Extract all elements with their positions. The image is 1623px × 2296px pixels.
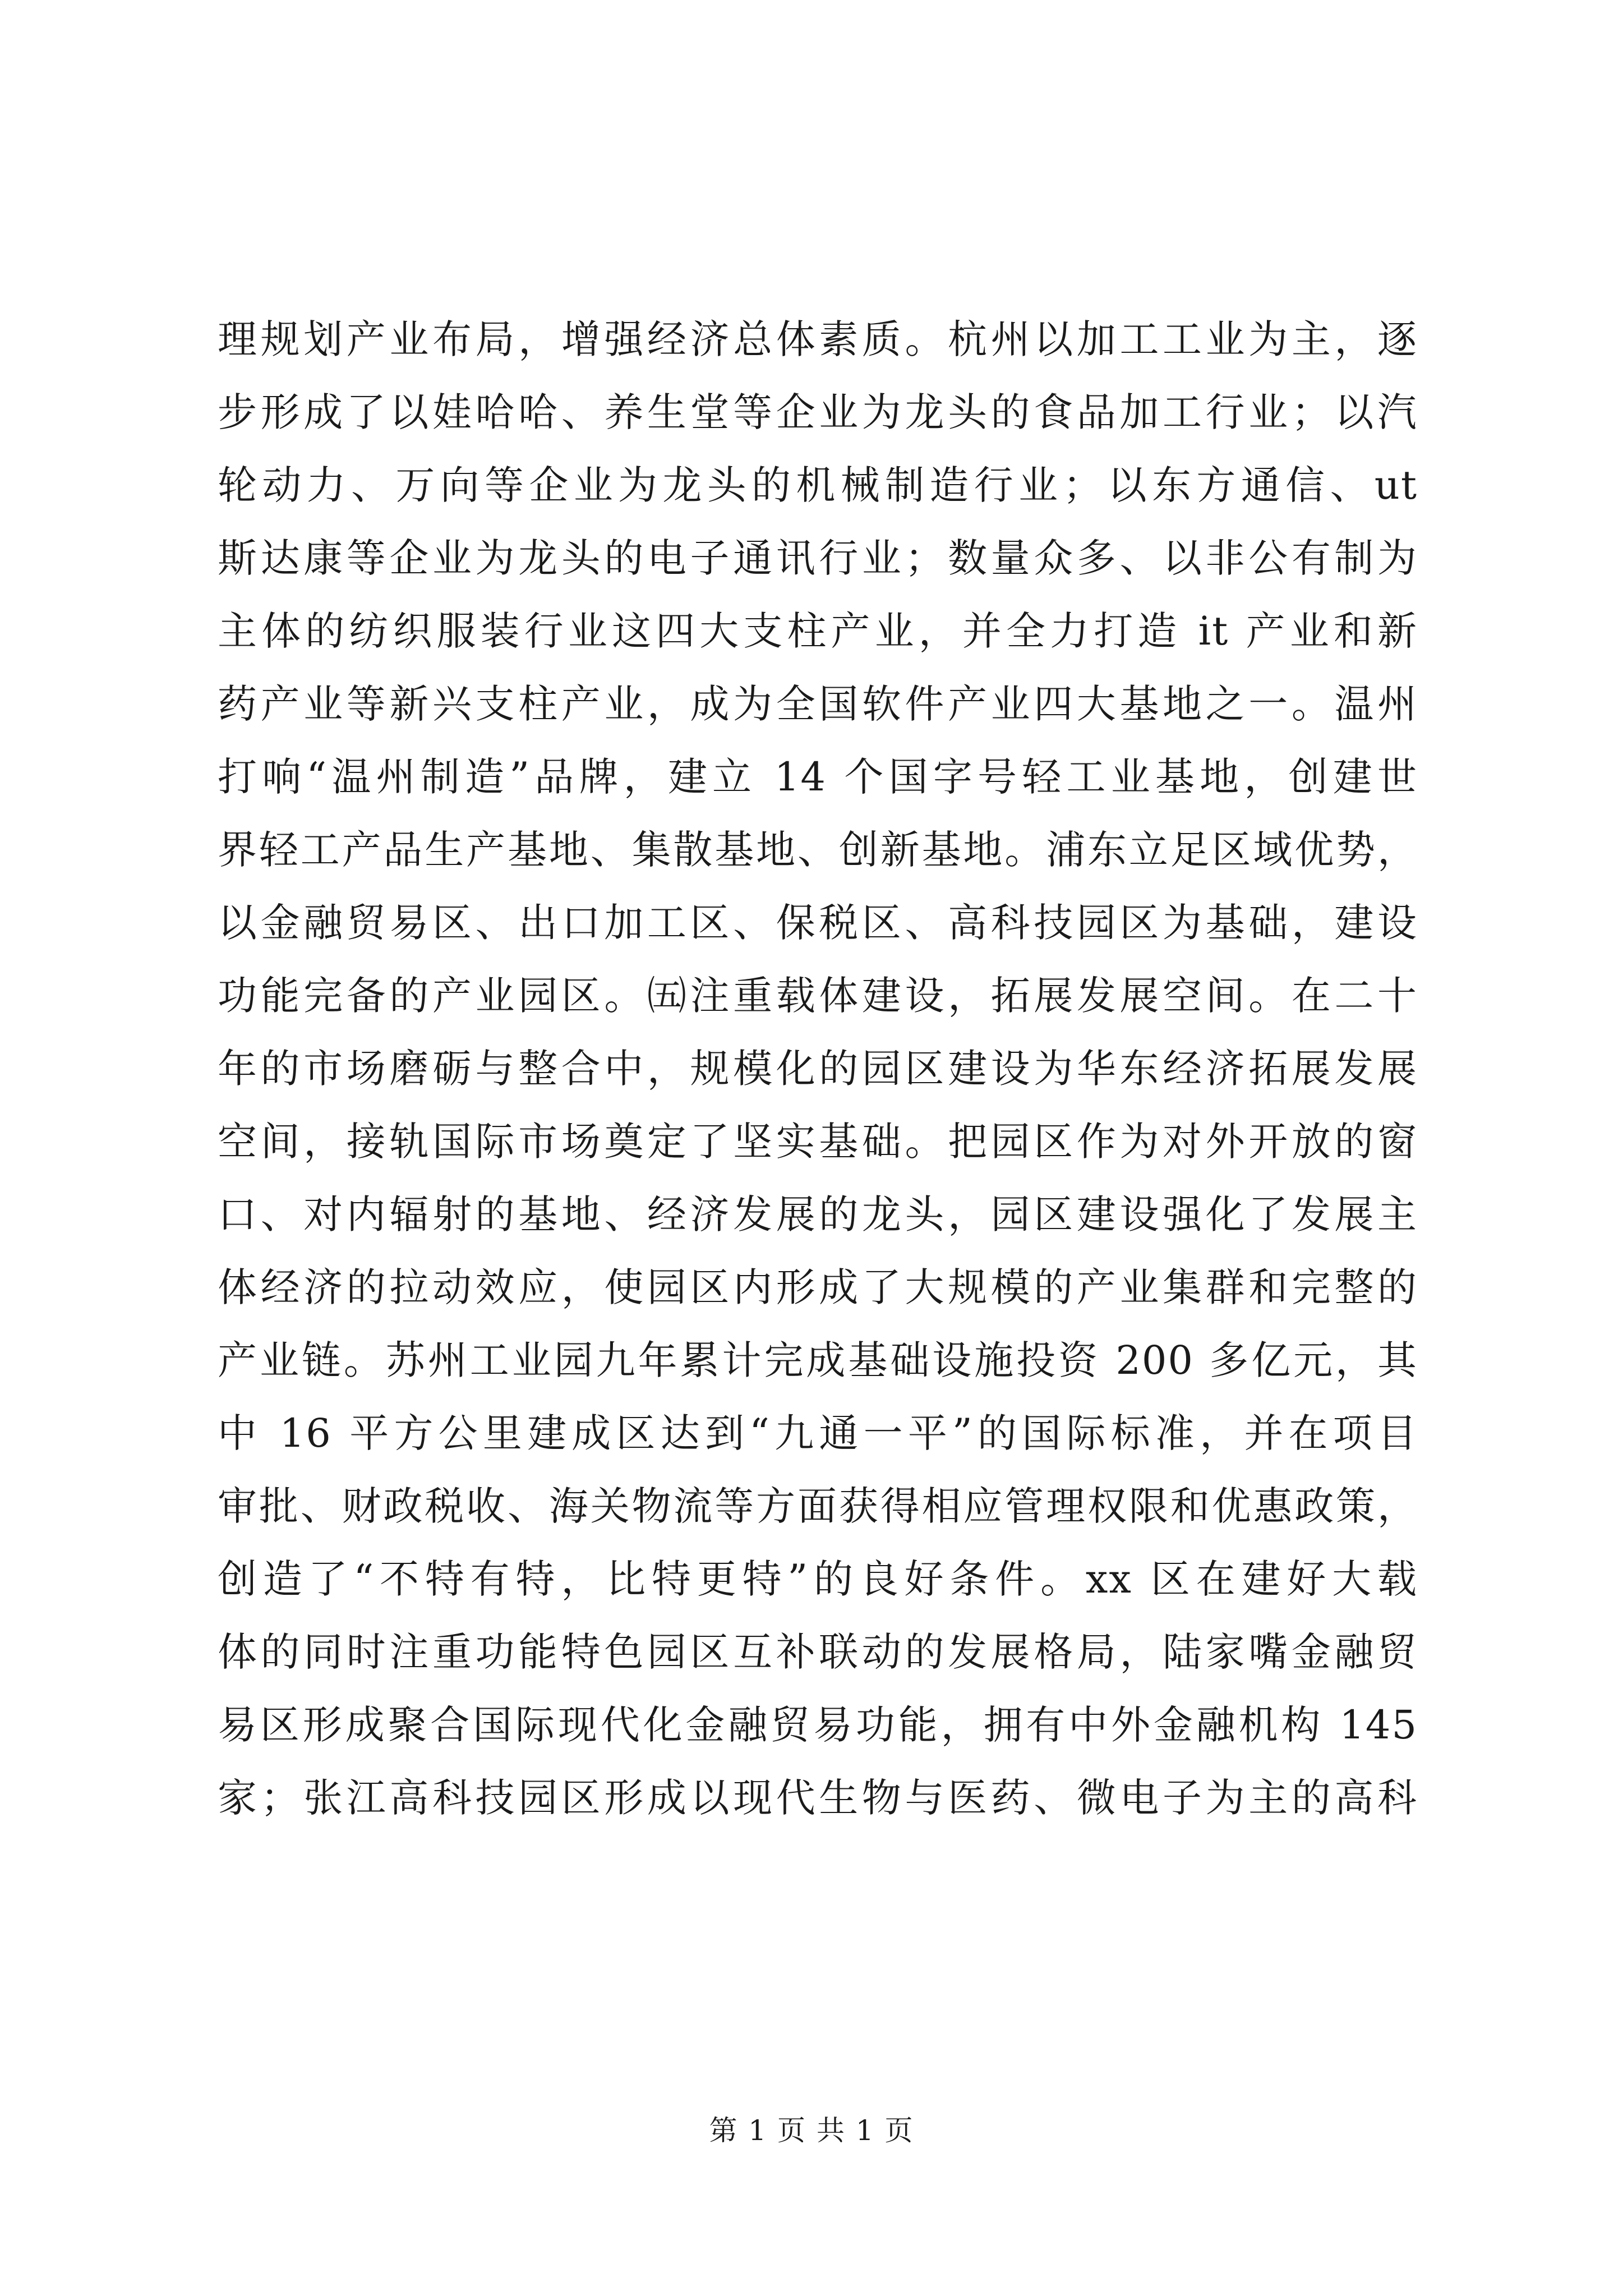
- text-line: 体经济的拉动效应，使园区内形成了大规模的产业集群和完整的: [218, 1264, 1418, 1310]
- text-line: 家；张江高科技园区形成以现代生物与医药、微电子为主的高科: [218, 1775, 1418, 1821]
- text-line: 轮动力、万向等企业为龙头的机械制造行业；以东方通信、ut: [218, 462, 1418, 508]
- body-paragraph: [218, 303, 1418, 1834]
- text-line: 打响“温州制造”品牌，建立 14 个国字号轻工业基地，创建世: [218, 754, 1418, 800]
- text-line: 创造了“不特有特，比特更特”的良好条件。xx 区在建好大载: [218, 1556, 1418, 1602]
- text-line: 药产业等新兴支柱产业，成为全国软件产业四大基地之一。温州: [218, 681, 1418, 727]
- text-line: 功能完备的产业园区。㈤注重载体建设，拓展发展空间。在二十: [218, 973, 1418, 1019]
- text-line: 口、对内辐射的基地、经济发展的龙头，园区建设强化了发展主: [218, 1191, 1418, 1237]
- text-line: 中 16 平方公里建成区达到“九通一平”的国际标准，并在项目: [218, 1410, 1418, 1456]
- page-number-footer: 第 1 页 共 1 页: [709, 2114, 914, 2147]
- text-line: 审批、财政税收、海关物流等方面获得相应管理权限和优惠政策，: [218, 1483, 1418, 1529]
- text-line: 步形成了以娃哈哈、养生堂等企业为龙头的食品加工行业；以汽: [218, 389, 1418, 435]
- text-line: 理规划产业布局，增强经济总体素质。杭州以加工工业为主，逐: [218, 316, 1418, 362]
- text-line: 斯达康等企业为龙头的电子通讯行业；数量众多、以非公有制为: [218, 535, 1418, 581]
- text-line: 界轻工产品生产基地、集散基地、创新基地。浦东立足区域优势，: [218, 827, 1418, 873]
- text-line: 体的同时注重功能特色园区互补联动的发展格局，陆家嘴金融贸: [218, 1629, 1418, 1675]
- text-line: 空间，接轨国际市场奠定了坚实基础。把园区作为对外开放的窗: [218, 1119, 1418, 1165]
- text-line: 易区形成聚合国际现代化金融贸易功能，拥有中外金融机构 145: [218, 1702, 1418, 1748]
- text-line: 产业链。苏州工业园九年累计完成基础设施投资 200 多亿元，其: [218, 1337, 1418, 1383]
- text-line: 主体的纺织服装行业这四大支柱产业，并全力打造 it 产业和新: [218, 608, 1418, 654]
- text-line: 以金融贸易区、出口加工区、保税区、高科技园区为基础，建设: [218, 900, 1418, 946]
- text-line: 年的市场磨砺与整合中，规模化的园区建设为华东经济拓展发展: [218, 1046, 1418, 1092]
